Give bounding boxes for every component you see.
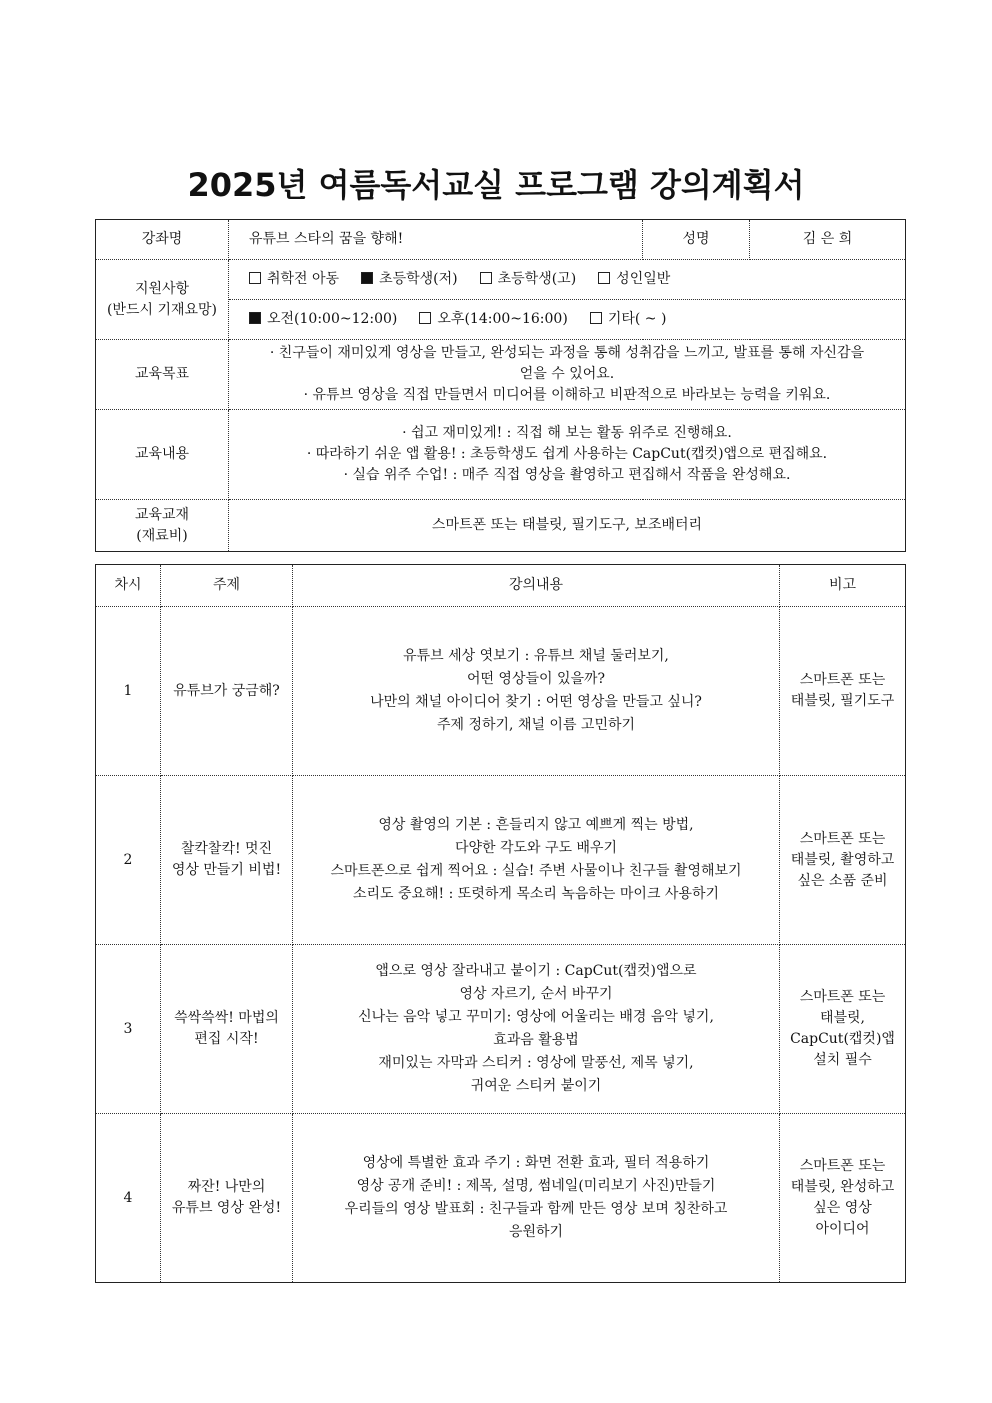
content-line: 영상에 특별한 효과 주기 : 화면 전환 효과, 필터 적용하기 — [362, 1155, 710, 1171]
course-label: 강좌명 — [96, 220, 229, 260]
content-line: · 실습 위주 수업! : 매주 직접 영상을 촬영하고 편집해서 작품을 완성해요. — [343, 467, 791, 483]
content-line: · 쉽고 재미있게! : 직접 해 보는 활동 위주로 진행해요. — [402, 425, 732, 441]
note-line: 싶은 영상 — [813, 1200, 872, 1216]
checked-box-icon — [249, 312, 261, 324]
name-label: 성명 — [643, 220, 750, 260]
content-line: 소리도 중요해! : 또렷하게 목소리 녹음하는 마이크 사용하기 — [352, 886, 720, 902]
target-option-label: 취학전 아동 — [267, 271, 340, 287]
session-topic — [161, 607, 293, 776]
content-line: 스마트폰으로 쉽게 찍어요 : 실습! 주변 사물이나 친구들 촬영해보기 — [330, 863, 742, 879]
content-line: 영상 촬영의 기본 : 흔들리지 않고 예쁘게 찍는 방법, — [378, 817, 694, 833]
content-line: 다양한 각도와 구도 배우기 — [454, 840, 618, 856]
target-options — [229, 260, 906, 300]
session-note — [780, 945, 906, 1114]
time-options — [229, 300, 906, 340]
goal-content — [229, 340, 906, 410]
target-option — [598, 269, 670, 290]
content-line: 응원하기 — [508, 1224, 564, 1240]
note-line: 태블릿, 촬영하고 — [790, 851, 895, 868]
session-number: 4 — [96, 1114, 161, 1283]
content-line: 우리들의 영상 발표회 : 친구들과 함께 만든 영상 보며 칭찬하고 — [344, 1201, 728, 1217]
support-label — [96, 260, 229, 340]
document-title: 2025년 여름독서교실 프로그램 강의계획서 — [187, 166, 805, 204]
unchecked-box-icon — [419, 312, 431, 324]
session-content — [293, 607, 780, 776]
session-number: 1 — [96, 607, 161, 776]
goal-line: 얻을 수 있어요. — [519, 366, 615, 382]
material-label-line-1: 교육교재 — [134, 506, 190, 523]
time-option — [249, 309, 397, 330]
content-line: 효과음 활용법 — [493, 1032, 579, 1048]
session-note — [780, 607, 906, 776]
content-line: 앱으로 영상 잘라내고 붙이기 : CapCut(캡컷)앱으로 — [375, 963, 697, 979]
note-line: 스마트폰 또는 — [799, 989, 886, 1005]
target-option-label: 초등학생(저) — [379, 271, 458, 287]
goal-label: 교육목표 — [96, 340, 229, 410]
schedule-row — [96, 945, 906, 1114]
content-line: 영상 자르기, 순서 바꾸기 — [459, 986, 613, 1002]
header-session: 차시 — [96, 565, 161, 607]
schedule-row — [96, 607, 906, 776]
schedule-row — [96, 776, 906, 945]
content-line: · 따라하기 쉬운 앱 활용! : 초등학생도 쉽게 사용하는 CapCut(캡컷)앱으로 편집해요. — [306, 446, 828, 462]
support-label-line-2: (반드시 기재요망) — [106, 301, 218, 318]
topic-line: 쓱싹쓱싹! 마법의 — [174, 1010, 279, 1026]
content-line: 나만의 채널 아이디어 찾기 : 어떤 영상을 만들고 싶니? — [370, 694, 702, 710]
topic-line: 찰칵찰칵! 멋진 — [180, 841, 273, 857]
info-table — [95, 219, 906, 552]
header-content: 강의내용 — [293, 565, 780, 607]
header-topic: 주제 — [161, 565, 293, 607]
education-content — [229, 410, 906, 500]
target-option-label: 초등학생(고) — [497, 271, 577, 287]
content-line: 어떤 영상들이 있을까? — [466, 671, 606, 687]
target-option-label: 성인일반 — [616, 271, 671, 287]
material-label — [96, 500, 229, 552]
note-line: 아이디어 — [815, 1221, 870, 1237]
content-label: 교육내용 — [96, 410, 229, 500]
note-line: 태블릿, 완성하고 — [790, 1179, 895, 1195]
schedule-row — [96, 1114, 906, 1283]
topic-line: 영상 만들기 비법! — [171, 862, 282, 878]
unchecked-box-icon — [249, 272, 261, 284]
note-line: 태블릿, — [819, 1010, 866, 1026]
goal-line: · 유튜브 영상을 직접 만들면서 미디어를 이해하고 비판적으로 바라보는 능력을 키워요. — [303, 387, 831, 403]
time-option-label: 기타( ~ ) — [607, 311, 667, 327]
content-line: 귀여운 스티커 붙이기 — [470, 1078, 602, 1094]
unchecked-box-icon — [598, 272, 610, 284]
content-line: 주제 정하기, 채널 이름 고민하기 — [436, 717, 636, 733]
session-content — [293, 945, 780, 1114]
note-line: 스마트폰 또는 — [799, 672, 886, 688]
time-option-label: 오후(14:00~16:00) — [437, 311, 568, 327]
topic-line: 유튜브 영상 완성! — [171, 1200, 282, 1216]
note-line: 태블릿, 필기도구 — [790, 693, 895, 709]
session-note — [780, 1114, 906, 1283]
session-content — [293, 776, 780, 945]
support-label-line-1: 지원사항 — [134, 280, 190, 297]
material-label-line-2: (재료비) — [136, 527, 188, 544]
content-line: 재미있는 자막과 스티커 : 영상에 말풍선, 제목 넣기, — [378, 1055, 694, 1071]
note-line: 스마트폰 또는 — [799, 830, 886, 847]
material-value: 스마트폰 또는 태블릿, 필기도구, 보조배터리 — [229, 500, 906, 552]
note-line: CapCut(캡컷)앱 — [790, 1031, 895, 1047]
checked-box-icon — [361, 272, 373, 284]
session-note — [780, 776, 906, 945]
note-line: 싶은 소품 준비 — [797, 872, 888, 889]
content-line: 영상 공개 준비! : 제목, 설명, 썸네일(미리보기 사진)만들기 — [356, 1178, 716, 1194]
session-topic — [161, 776, 293, 945]
unchecked-box-icon — [480, 272, 492, 284]
session-topic — [161, 1114, 293, 1283]
schedule-table — [95, 564, 906, 1283]
target-option — [361, 269, 458, 290]
name-value: 김 은 희 — [750, 220, 906, 260]
topic-line: 편집 시작! — [194, 1031, 259, 1047]
topic-line: 유튜브가 궁금해? — [173, 682, 280, 699]
time-option-label: 오전(10:00~12:00) — [267, 311, 398, 327]
note-line: 스마트폰 또는 — [799, 1158, 886, 1174]
session-topic — [161, 945, 293, 1114]
content-line: 신나는 음악 넣고 꾸미기: 영상에 어울리는 배경 음악 넣기, — [358, 1009, 714, 1025]
target-option — [480, 269, 577, 290]
topic-line: 짜잔! 나만의 — [187, 1179, 266, 1195]
content-line: 유튜브 세상 엿보기 : 유튜브 채널 둘러보기, — [403, 648, 669, 664]
unchecked-box-icon — [590, 312, 602, 324]
session-number: 3 — [96, 945, 161, 1114]
time-option — [419, 309, 567, 330]
course-name: 유튜브 스타의 꿈을 향해! — [229, 220, 643, 260]
goal-line: · 친구들이 재미있게 영상을 만들고, 완성되는 과정을 통해 성취감을 느끼고, 발표를 통해 자신감을 — [269, 345, 865, 361]
time-option — [590, 309, 667, 330]
header-note: 비고 — [780, 565, 906, 607]
session-content — [293, 1114, 780, 1283]
target-option — [249, 269, 339, 290]
note-line: 설치 필수 — [813, 1052, 872, 1068]
session-number: 2 — [96, 776, 161, 945]
